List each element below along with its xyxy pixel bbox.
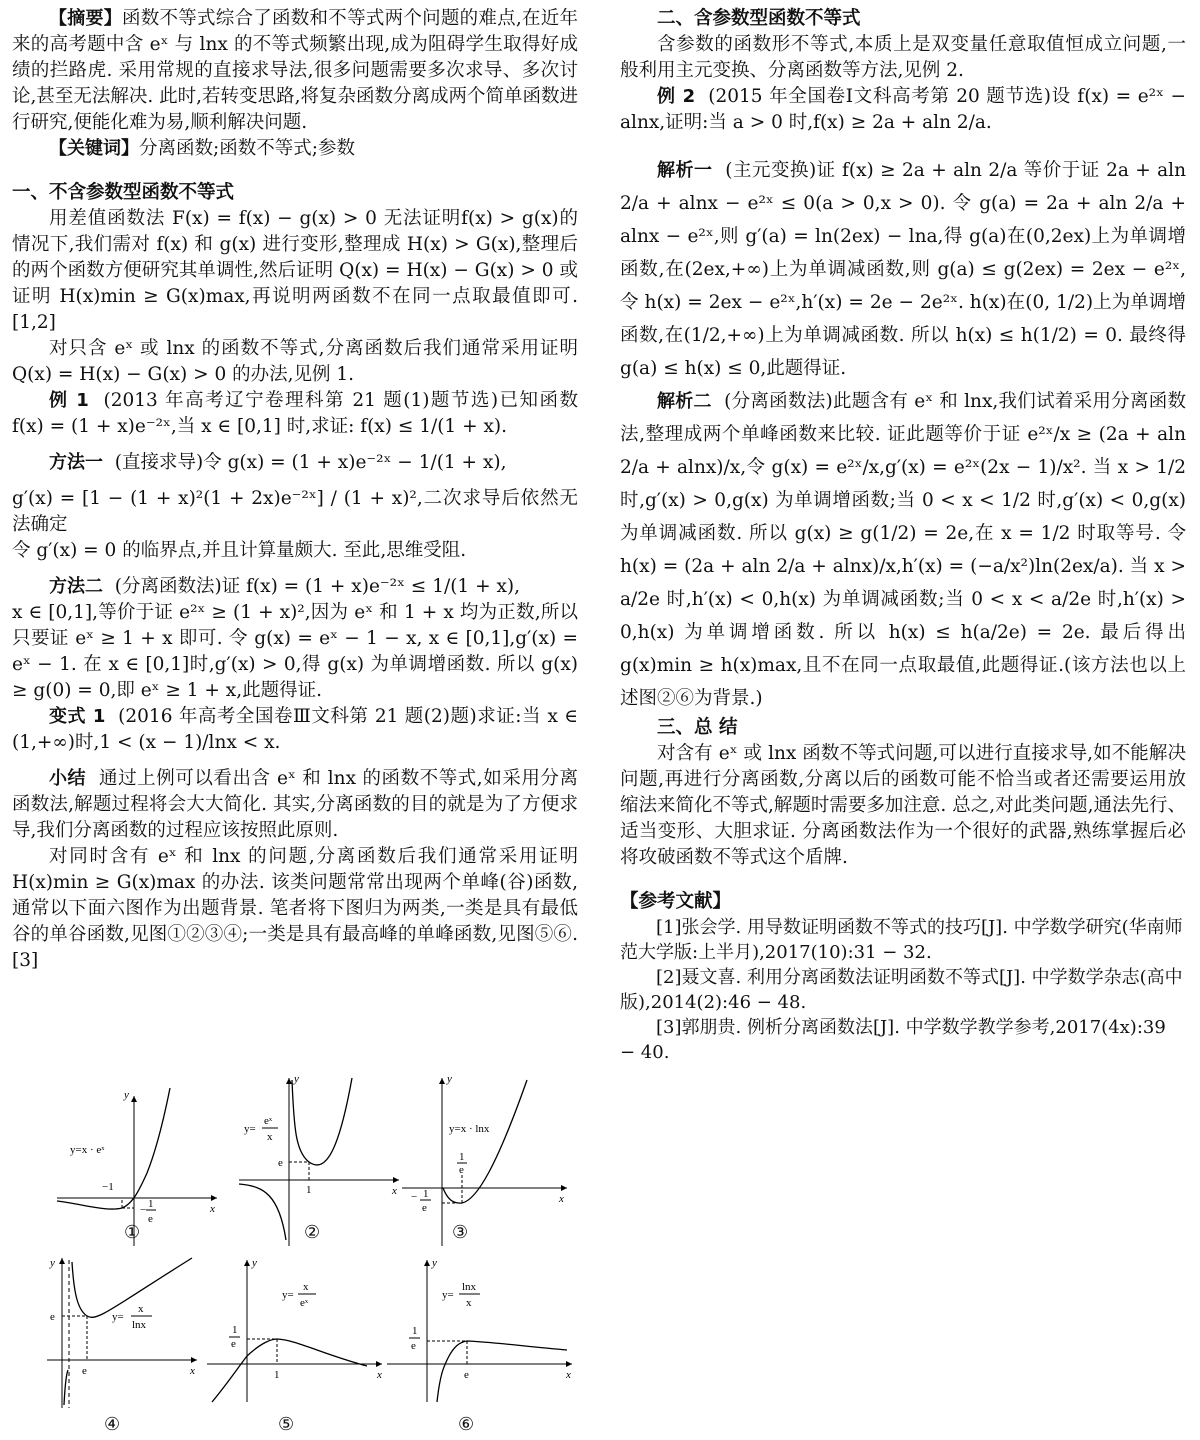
section-3-heading: 三、总 结: [657, 717, 738, 738]
fig2-curve-den: x: [267, 1131, 273, 1143]
method-1-c: 令 g′(x) = 0 的临界点,并且计算量颇大. 至此,思维受阻.: [12, 540, 467, 561]
right-paragraph-1: 含参数的函数形不等式,本质上是双变量任意取值恒成立问题,一般利用主元变换、分离函数等方法,见例 2.: [620, 34, 1186, 81]
keywords-text: 分离函数;函数不等式;参数: [139, 138, 355, 159]
method-2-a: (分离函数法)证 f(x) = (1 + x)e⁻²ˣ ≤ 1/(1 + x),: [114, 576, 520, 597]
example-2-text: (2015 年全国卷Ⅰ文科高考第 20 题节选)设 f(x) = e²ˣ − alnx,证明:当 a > 0 时,f(x) ≥ 2a + aln 2/a.: [620, 86, 1186, 133]
fig3-tick-e: e: [459, 1164, 464, 1176]
left-column: [12, 6, 578, 974]
paragraph-2: 对只含 eˣ 或 lnx 的函数不等式,分离函数后我们通常采用证明 Q(x) = H(x) − G(x) > 0 的办法,见例 1.: [12, 338, 578, 385]
fig6-curve-num: lnx: [462, 1281, 477, 1293]
solution-2: [620, 385, 1186, 715]
figures-block: [12, 1073, 578, 1438]
fig3-tick-minus: −: [411, 1191, 418, 1203]
method-1: [12, 450, 578, 476]
solution-2-tag: 解析二: [657, 391, 712, 412]
section-2-heading: 二、含参数型函数不等式: [657, 8, 861, 29]
solution-1: [620, 154, 1186, 385]
fig3-tick-1: 1: [459, 1151, 465, 1163]
fig6-tick-num: 1: [412, 1325, 418, 1337]
right-column: [620, 6, 1186, 1065]
fig1-tick-3: 1: [148, 1198, 154, 1210]
example-1-text: (2013 年高考辽宁卷理科第 21 题(1)题节选)已知函数 f(x) = (1 + x)e⁻²ˣ,当 x ∈ [0,1] 时,求证: f(x) ≤ 1/(1 + x).: [12, 390, 579, 437]
paragraph-3: 对同时含有 eˣ 和 lnx 的问题,分离函数后我们通常采用证明 H(x)min ≥ G(x)max 的办法. 该类问题常常出现两个单峰(谷)函数,通常以下面六图作为出题背景. 笔者将下图归为两类,一类是具有最低谷的单谷函数,见图①②③④;一类是具有最高峰的单峰函数,见图⑤⑥. [3]: [12, 846, 578, 971]
fig3-y-label: y: [447, 1073, 452, 1085]
summary-text: 通过上例可以看出含 eˣ 和 lnx 的函数不等式,如采用分离函数法,解题过程将会大大简化. 其实,分离函数的目的就是为了方便求导,我们分离函数的过程应该按照此原则.: [12, 768, 578, 841]
summary-tag: 小结: [49, 768, 87, 789]
example-2-tag: 例 2: [657, 86, 696, 107]
conclusion: 对含有 eˣ 或 lnx 函数不等式问题,可以进行直接求导,如不能解决问题,再进行分离函数,分离以后的函数可能不恰当或者还需要运用放缩法来简化不等式,解题时需要多加注意. 总之,对此类问题,通法先行、适当变形、大胆求证. 分离函数法作为一个很好的武器,熟练掌握后必将攻破函数不等式这个盾牌.: [620, 743, 1186, 868]
fig5-tick-den: e: [231, 1338, 236, 1350]
method-1-a: (直接求导)令 g(x) = (1 + x)e⁻²ˣ − 1/(1 + x),: [114, 452, 507, 473]
fig6-tick-den: e: [411, 1340, 416, 1352]
solution-2-text: (分离函数法)此题含有 eˣ 和 lnx,我们试着采用分离函数法,整理成两个单峰函数来比较. 证此题等价于证 e²ˣ/x ≥ (2a + aln 2/a + alnx)/x,令 g(x) = e²ˣ/x,g′(x) = e²ˣ(2x − 1)/x². 当 x > 1/2 时,g′(x) > 0,g(x) 为单调增函数;当 0 < x < 1/2 时,g′(x) < 0,g(x) 为单调减函数. 所以 g(x) ≥ g(1/2) = 2e,在 x = 1/2 时取等号. 令 h(x) = (2a + aln 2/a + alnx)/x,h′(x) = (−a/x²)ln(2ex/a). 当 x > a/2e 时,h′(x) < 0,h(x) 为单调减函数;当 0 < x < a/2e 时,h′(x) > 0,h(x) 为单调增函数. 所以 h(x) ≤ h(a/2e) = 2e. 最后得出 g(x)min ≥ h(x)max,且不在同一点取最值,此题得证.(该方法也以上述图②⑥为背景.): [620, 391, 1187, 709]
solution-1-text: (主元变换)证 f(x) ≥ 2a + aln 2/a 等价于证 2a + aln 2/a + alnx − e²ˣ ≤ 0(a > 0,x > 0). 令 g(a) = 2a + aln 2/a + alnx − e²ˣ,则 g′(a) = ln(2ex) − lna,得 g(a)在(0,2ex)上为单调增函数,在(2ex,+∞)上为单调减函数,则 g(a) ≤ g(2ex) = 2ex − e²ˣ,令 h(x) = 2ex − e²ˣ,h′(x) = 2e − 2e²ˣ. h(x)在(0, 1/2)上为单调增函数,在(1/2,+∞)上为单调减函数. 所以 h(x) ≤ h(1/2) = 0. 最终得 g(a) ≤ h(x) ≤ 0,此题得证.: [620, 160, 1187, 379]
fig6-label: ⑥: [458, 1414, 475, 1435]
reference-3: [3]郭朋贵. 例析分离函数法[J]. 中学数学教学参考,2017(4x):39 − 40.: [620, 1017, 1166, 1063]
fig1-x-label: x: [210, 1203, 215, 1215]
figure-6: [382, 1254, 577, 1404]
fig5-curve-den: eˣ: [300, 1297, 309, 1309]
fig4-tick-e-x: e: [82, 1365, 87, 1377]
paragraph-1: 用差值函数法 F(x) = f(x) − g(x) > 0 无法证明f(x) > g(x)的情况下,我们需对 f(x) 和 g(x) 进行变形,整理成 H(x) > G(x),整理后的两个函数方便研究其单调性,然后证明 Q(x) = H(x) − G(x) > 0 或证明 H(x)min ≥ G(x)max,再说明两函数不在同一点取最值即可. [1,2]: [12, 208, 578, 333]
fig6-curve-prefix: y=: [442, 1289, 454, 1301]
fig2-curve-prefix: y=: [244, 1123, 256, 1135]
fig5-label: ⑤: [278, 1414, 295, 1435]
fig4-label: ④: [104, 1414, 121, 1435]
fig5-y-label: y: [252, 1257, 257, 1269]
fig5-curve-num: x: [303, 1281, 309, 1293]
variant-1-text: (2016 年高考全国卷Ⅲ文科第 21 题(2)题)求证:当 x ∈ (1,+∞)时,1 < (x − 1)/lnx < x.: [12, 706, 579, 753]
fig3-x-label: x: [559, 1193, 564, 1205]
method-2: [12, 574, 578, 600]
fig2-tick-e: e: [278, 1157, 283, 1169]
fig2-curve-num: eˣ: [264, 1115, 273, 1127]
abstract: [12, 6, 578, 136]
variant-1-tag: 变式 1: [49, 706, 106, 727]
fig6-x-label: x: [566, 1369, 571, 1381]
fig6-curve-den: x: [466, 1297, 472, 1309]
fig2-label: ②: [304, 1222, 321, 1243]
example-1-tag: 例 1: [49, 390, 89, 411]
keywords: [12, 136, 578, 162]
abstract-tag: 【摘要】: [49, 8, 123, 29]
figure-3: [397, 1070, 572, 1248]
fig3-label: ③: [452, 1222, 469, 1243]
fig1-label: ①: [124, 1222, 141, 1243]
fig3-curve-label: y=x · lnx: [449, 1123, 490, 1135]
fig5-x-label: x: [377, 1369, 382, 1381]
fig4-curve-num: x: [138, 1303, 144, 1315]
fig1-tick-4: e: [148, 1213, 153, 1225]
summary: [12, 766, 578, 844]
fig4-x-label: x: [190, 1365, 195, 1377]
fig4-y-label: y: [50, 1257, 55, 1269]
reference-2: [2]聂文喜. 利用分离函数法证明函数不等式[J]. 中学数学杂志(高中版),2014(2):46 − 48.: [620, 967, 1183, 1013]
method-1-b: g′(x) = [1 − (1 + x)²(1 + 2x)e⁻²ˣ] / (1 + x)²,二次求导后依然无法确定: [12, 488, 578, 535]
fig6-y-label: y: [432, 1257, 437, 1269]
fig4-tick-e-y: e: [50, 1311, 55, 1323]
section-1-heading: 一、不含参数型函数不等式: [12, 182, 235, 203]
fig1-curve-label: y=x · eˣ: [70, 1144, 105, 1156]
references-heading: 【参考文献】: [620, 891, 732, 912]
fig4-curve-prefix: y=: [112, 1311, 124, 1323]
figure-5: [202, 1254, 387, 1404]
figure-4: [42, 1250, 202, 1410]
fig2-tick-1: 1: [306, 1184, 312, 1196]
solution-1-tag: 解析一: [657, 160, 713, 181]
example-2: [620, 84, 1186, 136]
fig4-curve-den: lnx: [132, 1319, 147, 1331]
fig5-curve-prefix: y=: [282, 1289, 294, 1301]
method-2-b: x ∈ [0,1],等价于证 e²ˣ ≥ (1 + x)²,因为 eˣ 和 1 + x 均为正数,所以只要证 eˣ ≥ 1 + x 即可. 令 g(x) = eˣ − 1 − x, x ∈ [0,1],g′(x) = eˣ − 1. 在 x ∈ [0,1]时,g′(x) > 0,得 g(x) 为单调增函数. 所以 g(x) ≥ g(0) = 0,即 eˣ ≥ 1 + x,此题得证.: [12, 602, 578, 701]
fig1-y-label: y: [124, 1089, 129, 1101]
abstract-text: 函数不等式综合了函数和不等式两个问题的难点,在近年来的高考题中含 eˣ 与 lnx 的不等式频繁出现,成为阻碍学生取得好成绩的拦路虎. 采用常规的直接求导法,很多问题需要多次求导、多次讨论,甚至无法解决. 此时,若转变思路,将复杂函数分离成两个简单函数进行研究,便能化难为易,顺利解决问题.: [12, 8, 578, 133]
method-1-tag: 方法一: [49, 452, 103, 473]
fig3-tick-num: 1: [423, 1188, 429, 1200]
variant-1: [12, 704, 578, 756]
fig6-tick-e: e: [464, 1369, 469, 1381]
fig3-tick-den: e: [422, 1202, 427, 1214]
keywords-tag: 【关键词】: [49, 138, 139, 159]
fig1-tick-1: −1: [102, 1181, 114, 1193]
method-2-tag: 方法二: [49, 576, 103, 597]
example-1: [12, 388, 578, 440]
fig5-tick-num: 1: [232, 1324, 238, 1336]
fig2-y-label: y: [294, 1073, 299, 1085]
fig2-x-label: x: [392, 1185, 397, 1197]
fig1-tick-2: −: [140, 1204, 147, 1216]
reference-1: [1]张会学. 用导数证明函数不等式的技巧[J]. 中学数学研究(华南师范大学版:上半月),2017(10):31 − 32.: [620, 917, 1183, 963]
fig5-tick-1: 1: [274, 1369, 280, 1381]
